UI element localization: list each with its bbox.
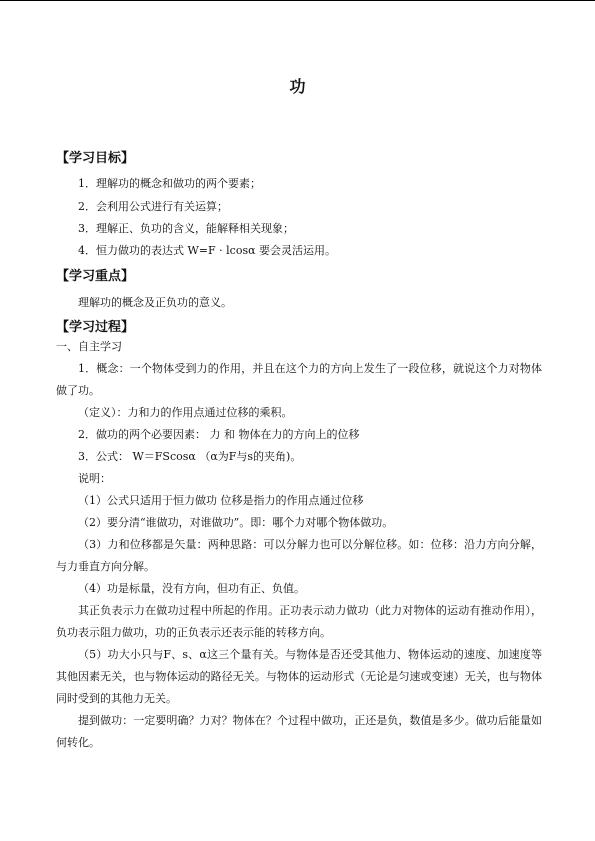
top-rule bbox=[0, 0, 595, 1]
objective-item-3: 3．理解正、负功的含义，能解释相关现象； bbox=[78, 222, 294, 235]
note-4: （4）功是标量，没有方向，但功有正、负值。 bbox=[78, 582, 305, 595]
explain-label: 说明： bbox=[78, 472, 111, 485]
key-points-text: 理解功的概念及正负功的意义。 bbox=[78, 296, 232, 309]
self-study-heading: 一、自主学习 bbox=[56, 340, 122, 353]
key-points-heading: 【学习重点】 bbox=[56, 269, 135, 284]
note-2: （2）要分清“谁做功，对谁做功”。即：哪个力对哪个物体做功。 bbox=[78, 516, 394, 529]
note-1: （1）公式只适用于恒力做功 位移是指力的作用点通过位移 bbox=[78, 494, 364, 507]
concept-paragraph: 1．概念：一个物体受到力的作用，并且在这个力的方向上发生了一段位移，就说这个力对物体做了功。 bbox=[56, 362, 542, 397]
objective-item-1: 1．理解功的概念和做功的两个要素； bbox=[78, 177, 261, 190]
definition-line: （定义）：力和力的作用点通过位移的乘积。 bbox=[78, 406, 293, 419]
factors-line: 2．做功的两个必要因素： 力 和 物体在力的方向上的位移 bbox=[78, 428, 360, 441]
note-5: （5）功大小只与F、s、α这三个量有关。与物体是否还受其他力、物体运动的速度、加速度等其他因素无关，也与物体运动的路径无关。与物体的运动形式（无论是匀速或变速）无关，也与物体同时受到的其他力无关。 bbox=[56, 648, 542, 705]
note-4-detail: 其正负表示力在做功过程中所起的作用。正功表示动力做功（此力对物体的运动有推动作用），负功表示阻力做功，功的正负表示还表示能的转移方向。 bbox=[56, 604, 542, 639]
page-title: 功 bbox=[289, 77, 306, 96]
formula-line: 3．公式： W＝FScosα （α为F与s的夹角)。 bbox=[78, 450, 302, 463]
note-3: （3）力和位移都是矢量：两种思路：可以分解力也可以分解位移。如：位移：沿力方向分解，与力垂直方向分解。 bbox=[56, 538, 542, 573]
objectives-heading: 【学习目标】 bbox=[56, 151, 135, 166]
note-summary: 提到做功：一定要明确？力对？物体在？个过程中做功，正还是负，数值是多少。做功后能量如何转化。 bbox=[56, 714, 542, 749]
process-heading: 【学习过程】 bbox=[56, 320, 135, 335]
objective-item-2: 2．会利用公式进行有关运算； bbox=[78, 200, 228, 213]
objective-item-4: 4．恒力做功的表达式 W=F · lcosα 要会灵活运用。 bbox=[78, 244, 337, 257]
